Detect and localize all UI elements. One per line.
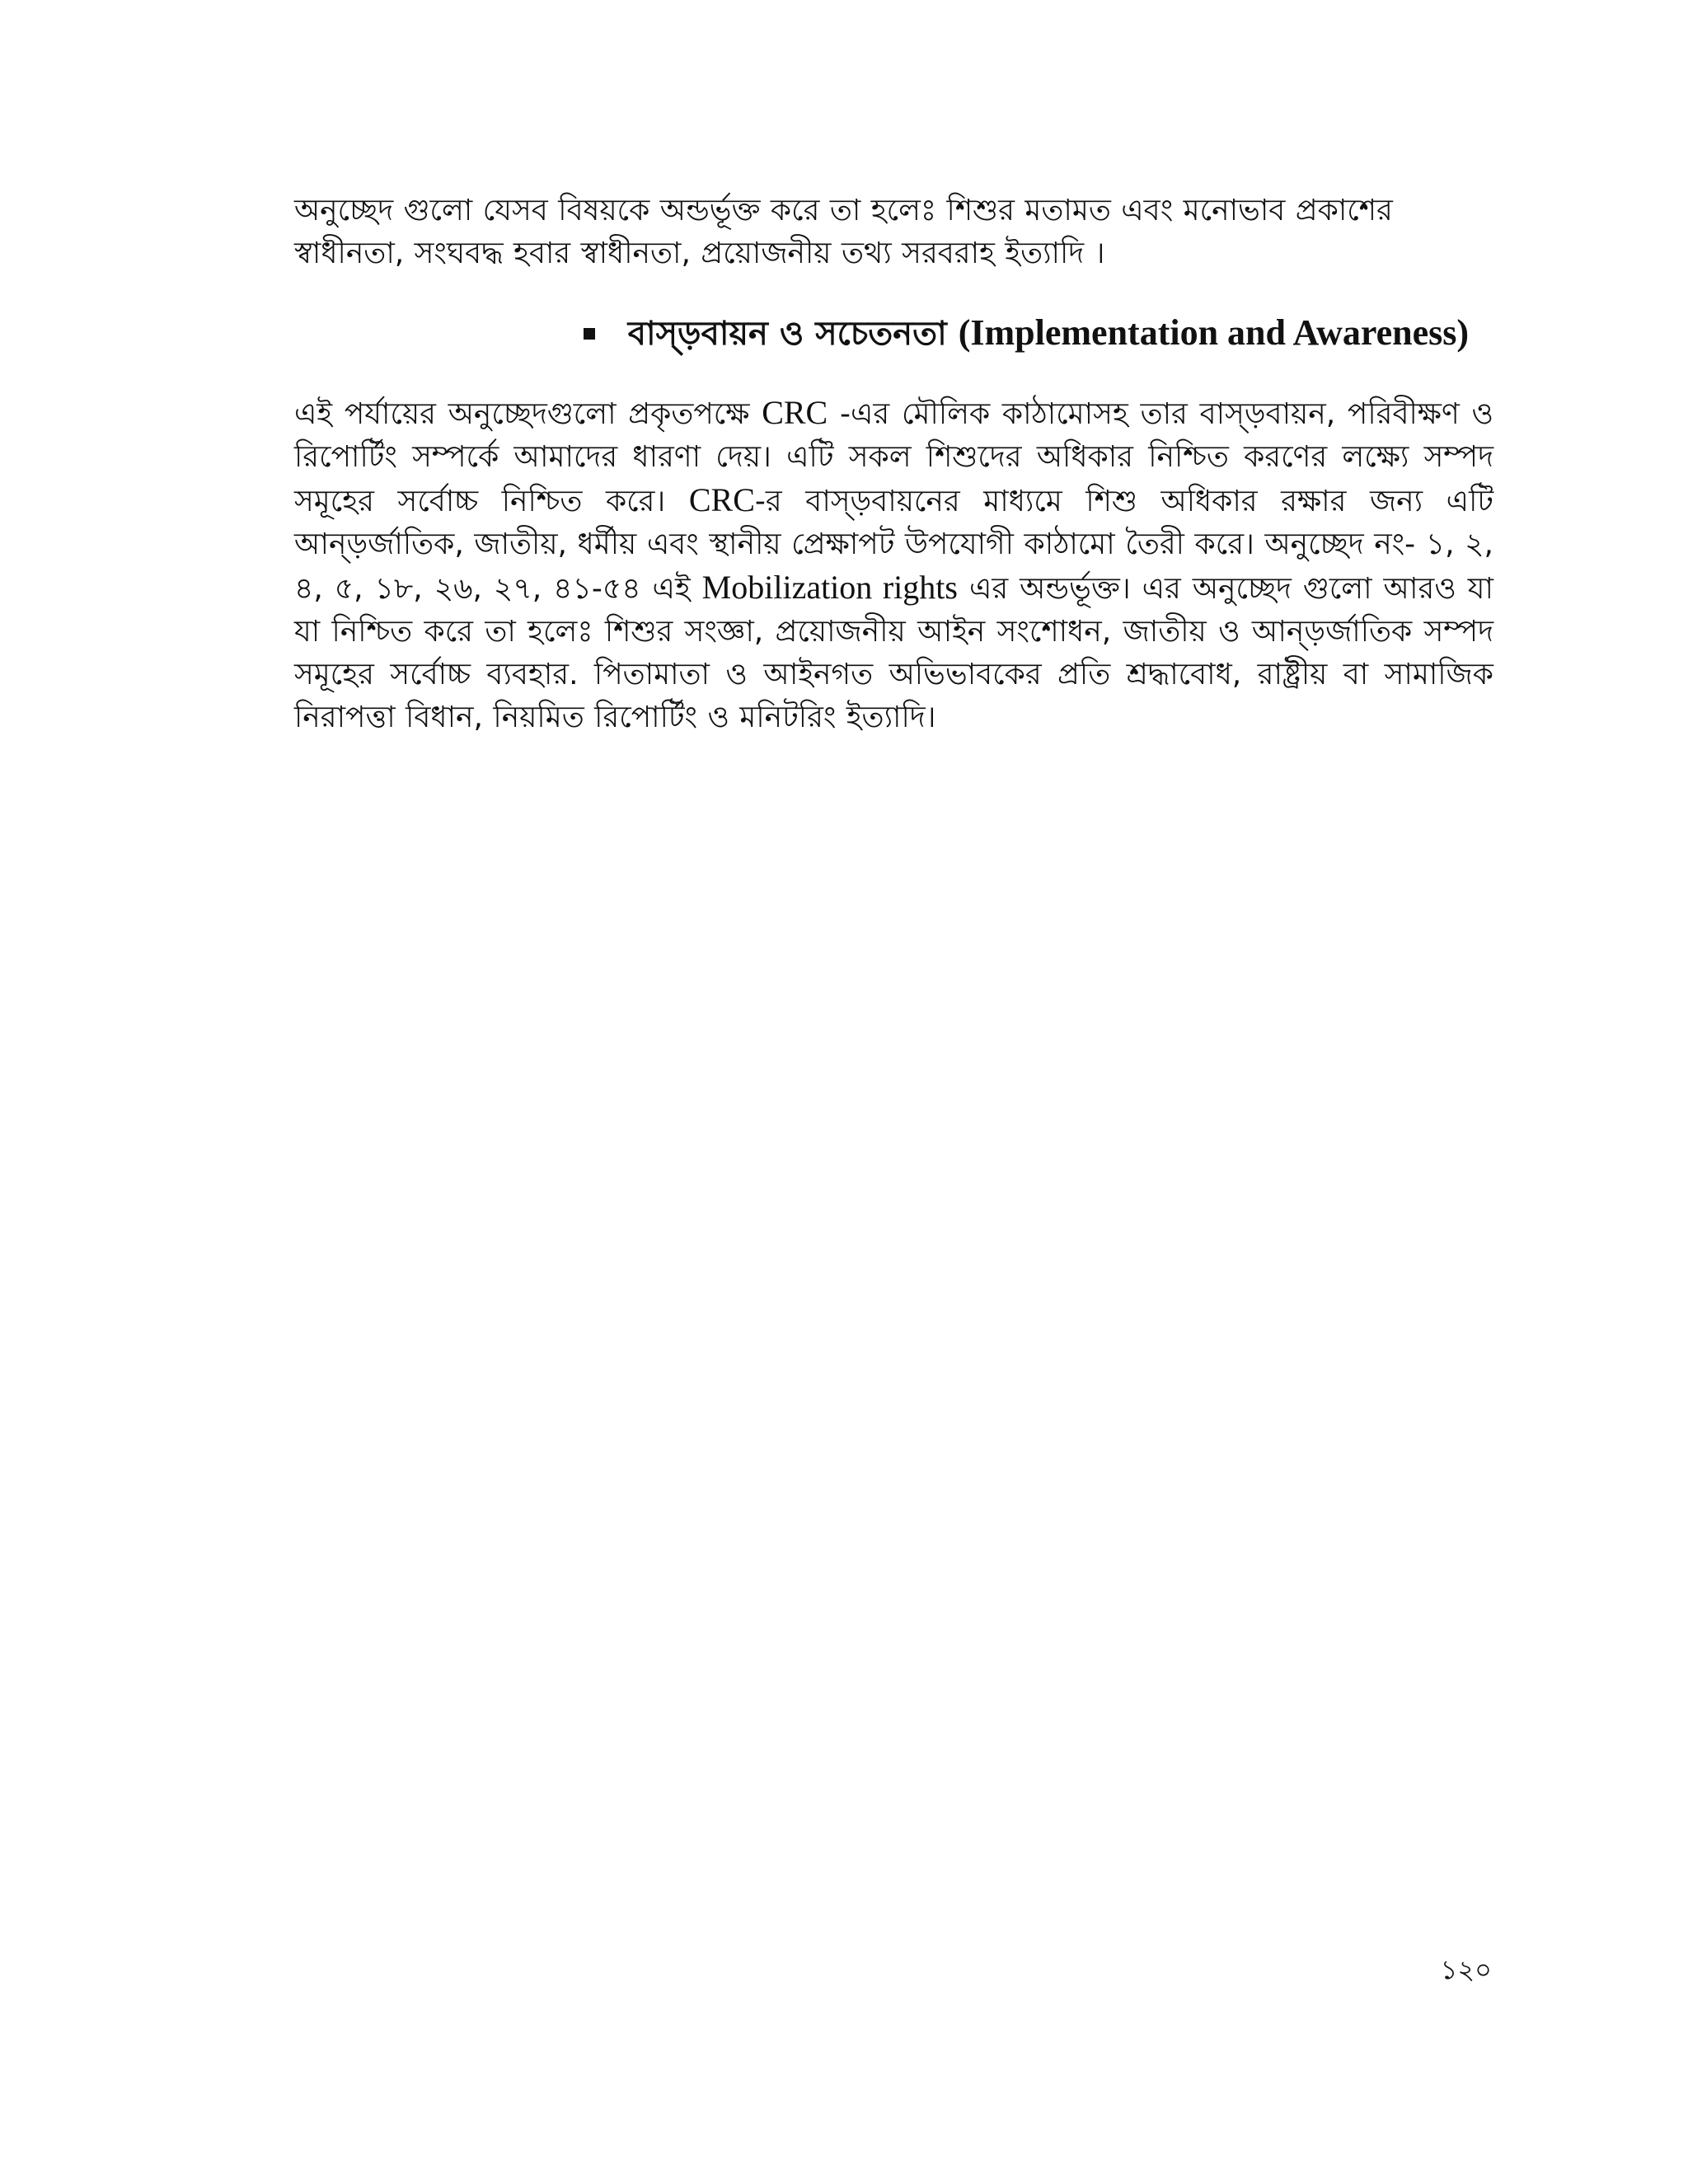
crc-term-1: CRC [762, 394, 828, 431]
paragraph-2-segment-2: -এর মৌলিক কাঠামোসহ তার বাস্ড়বায়ন, পরিবীক্ষণ ও রিপোর্টিং সম্পর্কে আমাদের ধারণা দেয়। এটি সকল শিশুদের অধিকার নিশ্চিত করণের লক্ষ্যে সম্পদ সমূহের সর্বোচ্চ নিশ্চিত করে। [294, 397, 1493, 518]
paragraph-implementation [294, 391, 1493, 739]
heading-bengali: বাস্ড়বায়ন ও সচেতনতা [627, 315, 947, 353]
paragraph-2-segment-3: -র বাস্ড়বায়নের মাধ্যমে শিশু অধিকার রক্ষার জন্য এটি আন্ড়র্জাতিক, জাতীয়, ধর্মীয় এবং স্থানীয় প্রেক্ষাপট উপযোগী কাঠামো তৈরী করে। অনুচ্ছেদ নং- ১, ২, ৪, ৫, ১৮, ২৬, ২৭, ৪১-৫৪ এই [294, 485, 1493, 606]
mobilization-rights-term: Mobilization rights [701, 569, 958, 606]
paragraph-2-segment-4: এর অন্ডর্ভূক্ত। এর অনুচ্ছেদ গুলো আরও যা যা নিশ্চিত করে তা হলেঃ শিশুর সংজ্ঞা, প্রয়োজনীয় আইন সংশোধন, জাতীয় ও আন্ড়র্জাতিক সম্পদ সমূহের সর্বোচ্চ ব্যবহার. পিতামাতা ও আইনগত অভিভাবকের প্রতি শ্রদ্ধাবোধ, রাষ্ট্রীয় বা সামাজিক নিরাপত্তা বিধান, নিয়মিত রিপোর্টিং ও মনিটরিং ইত্যাদি। [294, 572, 1493, 734]
heading-english: (Implementation and Awareness) [958, 312, 1469, 353]
crc-term-2: CRC [688, 481, 755, 518]
paragraph-2-segment-1: এই পর্যায়ের অনুচ্ছেদগুলো প্রকৃতপক্ষে [294, 397, 750, 431]
section-heading-text [628, 310, 1469, 357]
section-heading [294, 310, 1493, 357]
square-bullet-icon [584, 328, 595, 340]
paragraph-rights-list: অনুচ্ছেদ গুলো যেসব বিষয়কে অন্ডর্ভূক্ত করে তা হলেঃ শিশুর মতামত এবং মনোভাব প্রকাশের স্বাধীনতা, সংঘবদ্ধ হবার স্বাধীনতা, প্রয়োজনীয় তথ্য সরবরাহ ইত্যাদি । [294, 194, 1393, 270]
page-content [294, 190, 1493, 739]
page-number: ১২০ [1440, 1954, 1492, 1985]
